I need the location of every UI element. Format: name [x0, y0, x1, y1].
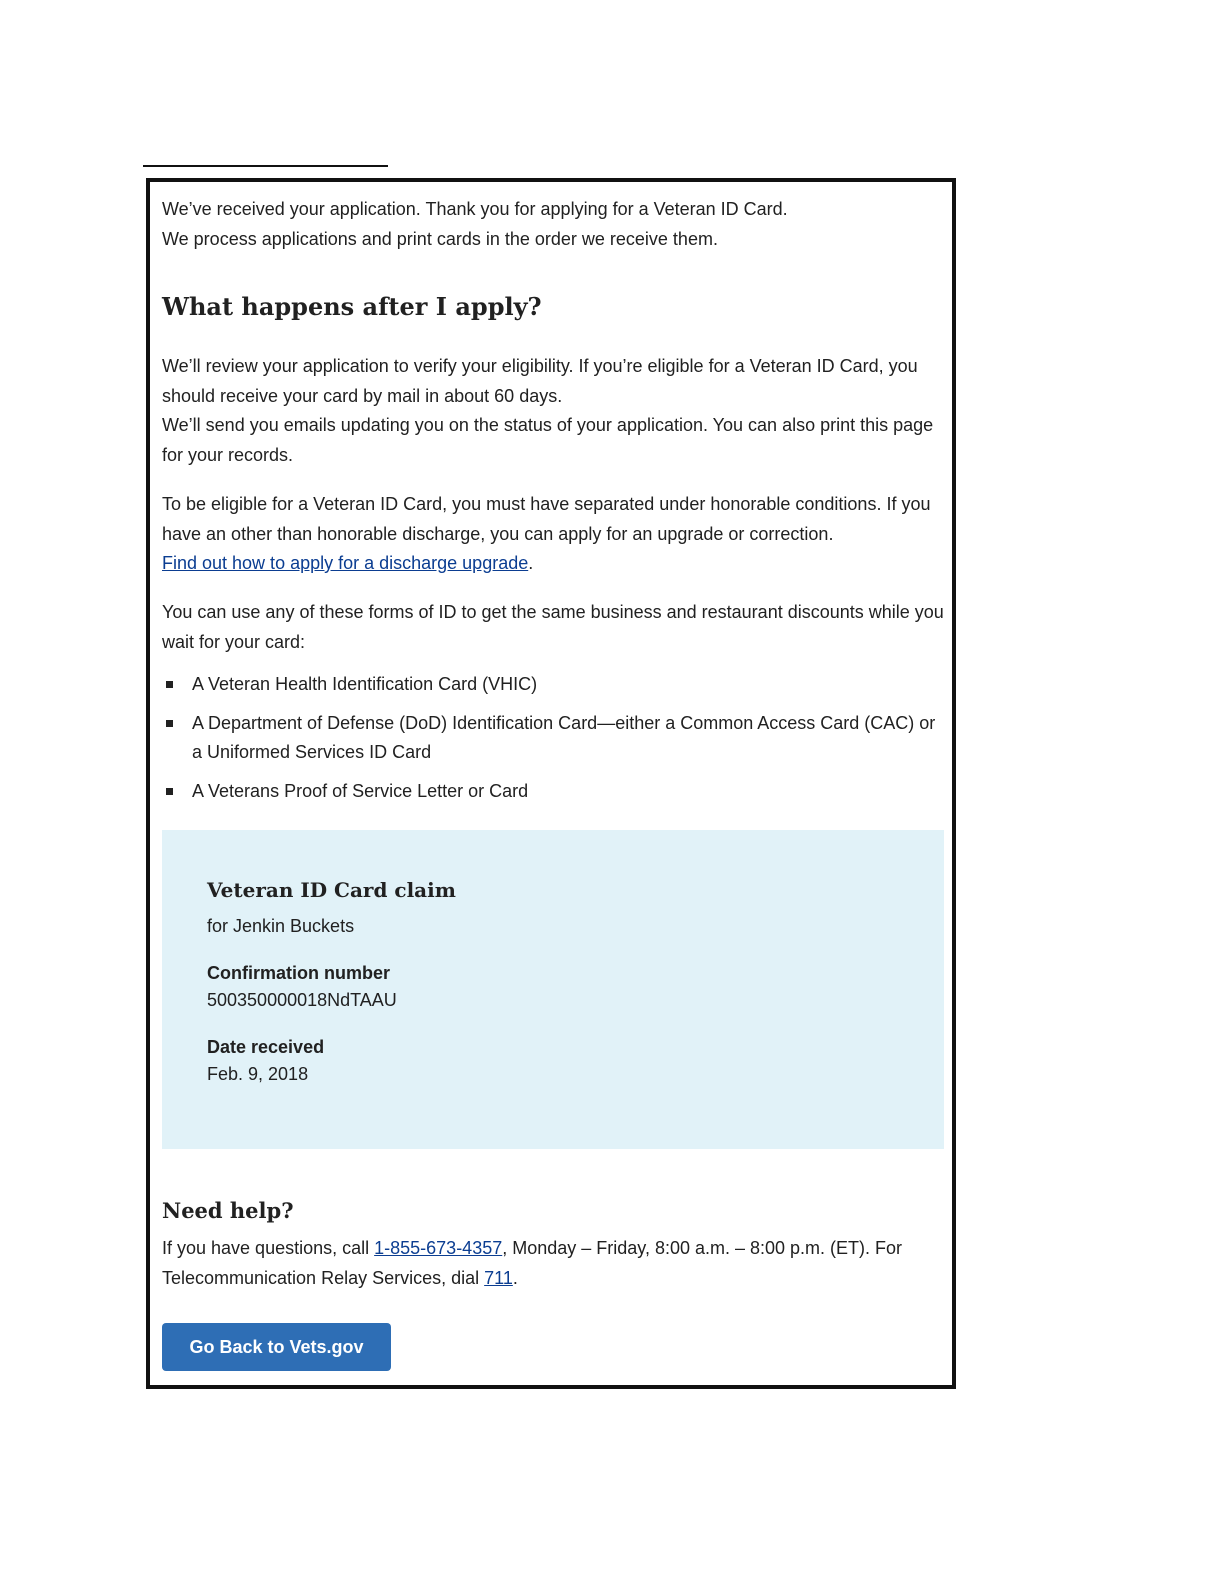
- review-text: We’ll review your application to verify your eligibility. If you’re eligible for a Veteran ID Card, you should receive your card by mail in about 60 days.: [162, 356, 918, 406]
- top-rule-divider: [143, 165, 388, 167]
- date-received-label: Date received: [207, 1037, 325, 1057]
- eligibility-link-suffix: .: [528, 553, 534, 573]
- eligibility-sentence: To be eligible for a Veteran ID Card, you must have separated under honorable conditions. If you have an other than honorable discharge, you can apply for an upgrade or correction.: [162, 494, 931, 544]
- help-text-hours: , Monday – Friday, 8:00 a.m. – 8:00 p.m. (ET). For Telecommunication Relay Services, dial: [162, 1238, 903, 1288]
- what-happens-heading: What happens after I apply?: [162, 292, 542, 321]
- claim-title: Veteran ID Card claim: [207, 878, 456, 902]
- list-item-text: A Veterans Proof of Service Letter or Card: [192, 780, 529, 801]
- confirmation-panel: [146, 178, 956, 1389]
- go-back-button[interactable]: Go Back to Vets.gov: [162, 1323, 391, 1371]
- list-item-text: A Department of Defense (DoD) Identification Card—either a Common Access Card (CAC) or a Uniformed Services ID Card: [192, 712, 936, 762]
- list-item: [162, 777, 944, 807]
- help-phone-link[interactable]: 1-855-673-4357: [374, 1238, 503, 1258]
- help-text-end: .: [512, 1267, 518, 1288]
- review-paragraph: [162, 352, 944, 470]
- email-updates-text: We’ll send you emails updating you on the status of your application. You can also print this page for your records.: [162, 415, 934, 465]
- confirmation-number-label: Confirmation number: [207, 963, 390, 983]
- help-text: [162, 1234, 944, 1293]
- discount-text: You can use any of these forms of ID to get the same business and restaurant discounts while you wait for your card:: [162, 602, 944, 652]
- discharge-upgrade-link[interactable]: Find out how to apply for a discharge upgrade: [162, 553, 529, 573]
- bullet-icon: [166, 720, 173, 727]
- eligibility-text: [162, 490, 944, 579]
- discount-paragraph: [162, 598, 944, 657]
- confirmation-number-value: 500350000018NdTAAU: [207, 990, 397, 1010]
- bullet-icon: [166, 788, 173, 795]
- bullet-icon: [166, 681, 173, 688]
- claim-summary-box: [162, 830, 944, 1149]
- list-item-text: A Veteran Health Identification Card (VHIC): [192, 674, 538, 694]
- claim-summary-content: [207, 878, 456, 1085]
- help-text-intro: If you have questions, call: [162, 1238, 375, 1258]
- intro-line-process: We process applications and print cards in the order we receive them.: [162, 229, 718, 249]
- need-help-heading: Need help?: [162, 1198, 294, 1223]
- list-item: [162, 709, 944, 768]
- claim-applicant: for Jenkin Buckets: [207, 916, 355, 936]
- confirmation-content: [162, 194, 944, 1357]
- relay-711-link[interactable]: 711: [484, 1267, 513, 1288]
- date-received-value: Feb. 9, 2018: [207, 1064, 309, 1084]
- intro-line-received: We’ve received your application. Thank you for applying for a Veteran ID Card.: [162, 199, 788, 219]
- intro-message: [162, 194, 944, 254]
- eligibility-paragraph: [162, 490, 944, 579]
- list-item: [162, 670, 944, 700]
- id-forms-list: [162, 670, 944, 815]
